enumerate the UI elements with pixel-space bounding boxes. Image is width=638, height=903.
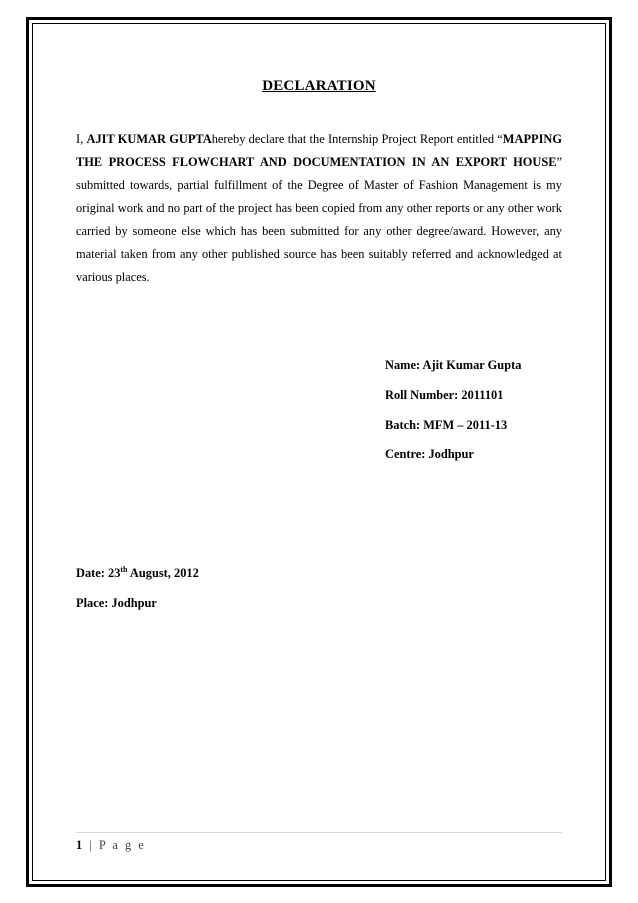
date-prefix: Date: 23	[76, 566, 121, 581]
date-line	[76, 565, 199, 581]
declaration-text-1: hereby declare that the Internship Project Report entitled “	[211, 132, 503, 146]
footer-separator: |	[84, 838, 99, 852]
footer-divider	[76, 832, 562, 833]
place-line: Place: Jodhpur	[76, 596, 157, 610]
declarant-name: AJIT KUMAR GUPTA	[86, 132, 212, 146]
page-title: DECLARATION	[262, 78, 376, 94]
declaration-paragraph	[76, 128, 562, 289]
declaration-intro: I,	[76, 132, 87, 146]
signature-name: Name: Ajit Kumar Gupta	[385, 358, 522, 372]
declaration-text-2: ” submitted towards, partial fulfillment of the Degree of Master of Fashion Management is my original work and no part of the project has been copied from any other reports or any other work carried by someone else which has been submitted for any other degree/award. However, any material taken from any other published source has been suitably referred and acknowledged at various places.	[76, 155, 562, 284]
signature-centre: Centre: Jodhpur	[385, 447, 474, 461]
date-suffix: August, 2012	[127, 566, 199, 581]
project-title: MAPPING THE PROCESS FLOWCHART AND DOCUMENTATION IN AN EXPORT HOUSE	[76, 132, 562, 169]
signature-roll-number: Roll Number: 2011101	[385, 388, 504, 402]
date-superscript: th	[120, 565, 128, 574]
signature-batch: Batch: MFM – 2011-13	[385, 418, 508, 432]
page-footer	[76, 838, 146, 853]
page-number: 1	[76, 838, 85, 852]
page-label: P a g e	[98, 838, 146, 852]
